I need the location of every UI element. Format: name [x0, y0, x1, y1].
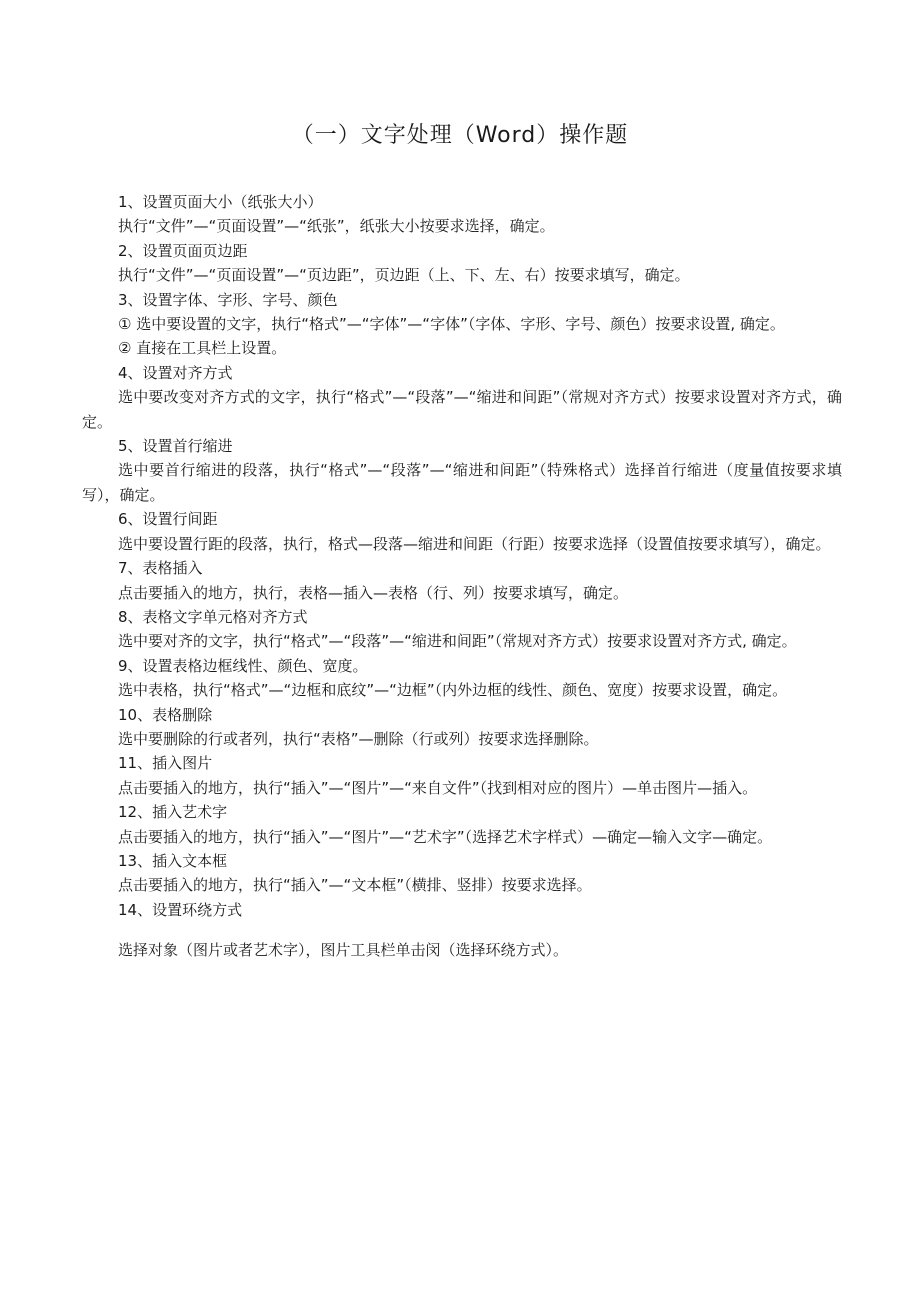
section-heading: 12、插入艺术字 [118, 803, 228, 822]
section-heading: 4、设置对齐方式 [118, 363, 233, 382]
section-heading: 8、表格文字单元格对齐方式 [118, 607, 308, 626]
section-heading: 14、设置环绕方式 [118, 900, 243, 919]
section-heading: 7、表格插入 [118, 559, 203, 578]
instruction-text: ① 选中要设置的文字，执行“格式”—“字体”—“字体”（字体、字形、字号、颜色）按要求设置, 确定。 [118, 315, 785, 334]
instruction-text: 执行“文件”—“页面设置”—“页边距”，页边距（上、下、左、右）按要求填写，确定。 [118, 266, 690, 285]
instruction-text: 选中表格，执行“格式”—“边框和底纹”—“边框”（内外边框的线性、颜色、宽度）按要求设置，确定。 [118, 681, 788, 700]
section-heading: 6、设置行间距 [118, 510, 218, 529]
page-title: （一）文字处理（Word）操作题 [291, 123, 629, 148]
instruction-text: 点击要插入的地方，执行“插入”—“图片”—“艺术字”（选择艺术字样式）—确定—输入文字—确定。 [118, 827, 773, 846]
instruction-text: 选中要删除的行或者列，执行“表格”—删除（行或列）按要求选择删除。 [118, 729, 599, 748]
section-heading: 13、插入文本框 [118, 851, 228, 870]
instruction-text: 选中要改变对齐方式的文字，执行“格式”—“段落”—“缩进和间距”（常规对齐方式）按要求设置对齐方式，确定。 [82, 388, 842, 431]
document-body [82, 190, 842, 963]
instruction-text: 点击要插入的地方，执行，表格—插入—表格（行、列）按要求填写，确定。 [118, 583, 629, 602]
instruction-text: 选中要对齐的文字，执行“格式”—“段落”—“缩进和间距”（常规对齐方式）按要求设置对齐方式, 确定。 [118, 632, 797, 651]
section-heading: 11、插入图片 [118, 754, 213, 773]
section-heading: 5、设置首行缩进 [118, 437, 233, 456]
section-heading: 9、设置表格边框线性、颜色、宽度。 [118, 656, 368, 675]
instruction-text: 点击要插入的地方，执行“插入”—“图片”—“来自文件”（找到相对应的图片）—单击图片—插入。 [118, 778, 758, 797]
instruction-text: 执行“文件”—“页面设置”—“纸张”，纸张大小按要求选择，确定。 [118, 217, 555, 236]
instruction-text: 选中要设置行距的段落，执行，格式—段落—缩进和间距（行距）按要求选择（设置值按要求填写），确定。 [118, 534, 831, 553]
section-heading: 3、设置字体、字形、字号、颜色 [118, 290, 338, 309]
instruction-text: 选中要首行缩进的段落，执行“格式”—“段落”—“缩进和间距”（特殊格式）选择首行缩进（度量值按要求填写），确定。 [82, 461, 842, 504]
instruction-text: 点击要插入的地方，执行“插入”—“文本框”（横排、竖排）按要求选择。 [118, 876, 592, 895]
section-heading: 10、表格删除 [118, 705, 213, 724]
instruction-text: 选择对象（图片或者艺术字），图片工具栏单击闵（选择环绕方式）。 [118, 941, 569, 960]
instruction-text: ② 直接在工具栏上设置。 [118, 339, 287, 358]
section-heading: 2、设置页面页边距 [118, 241, 248, 260]
section-heading: 1、设置页面大小（纸张大小） [118, 193, 323, 211]
